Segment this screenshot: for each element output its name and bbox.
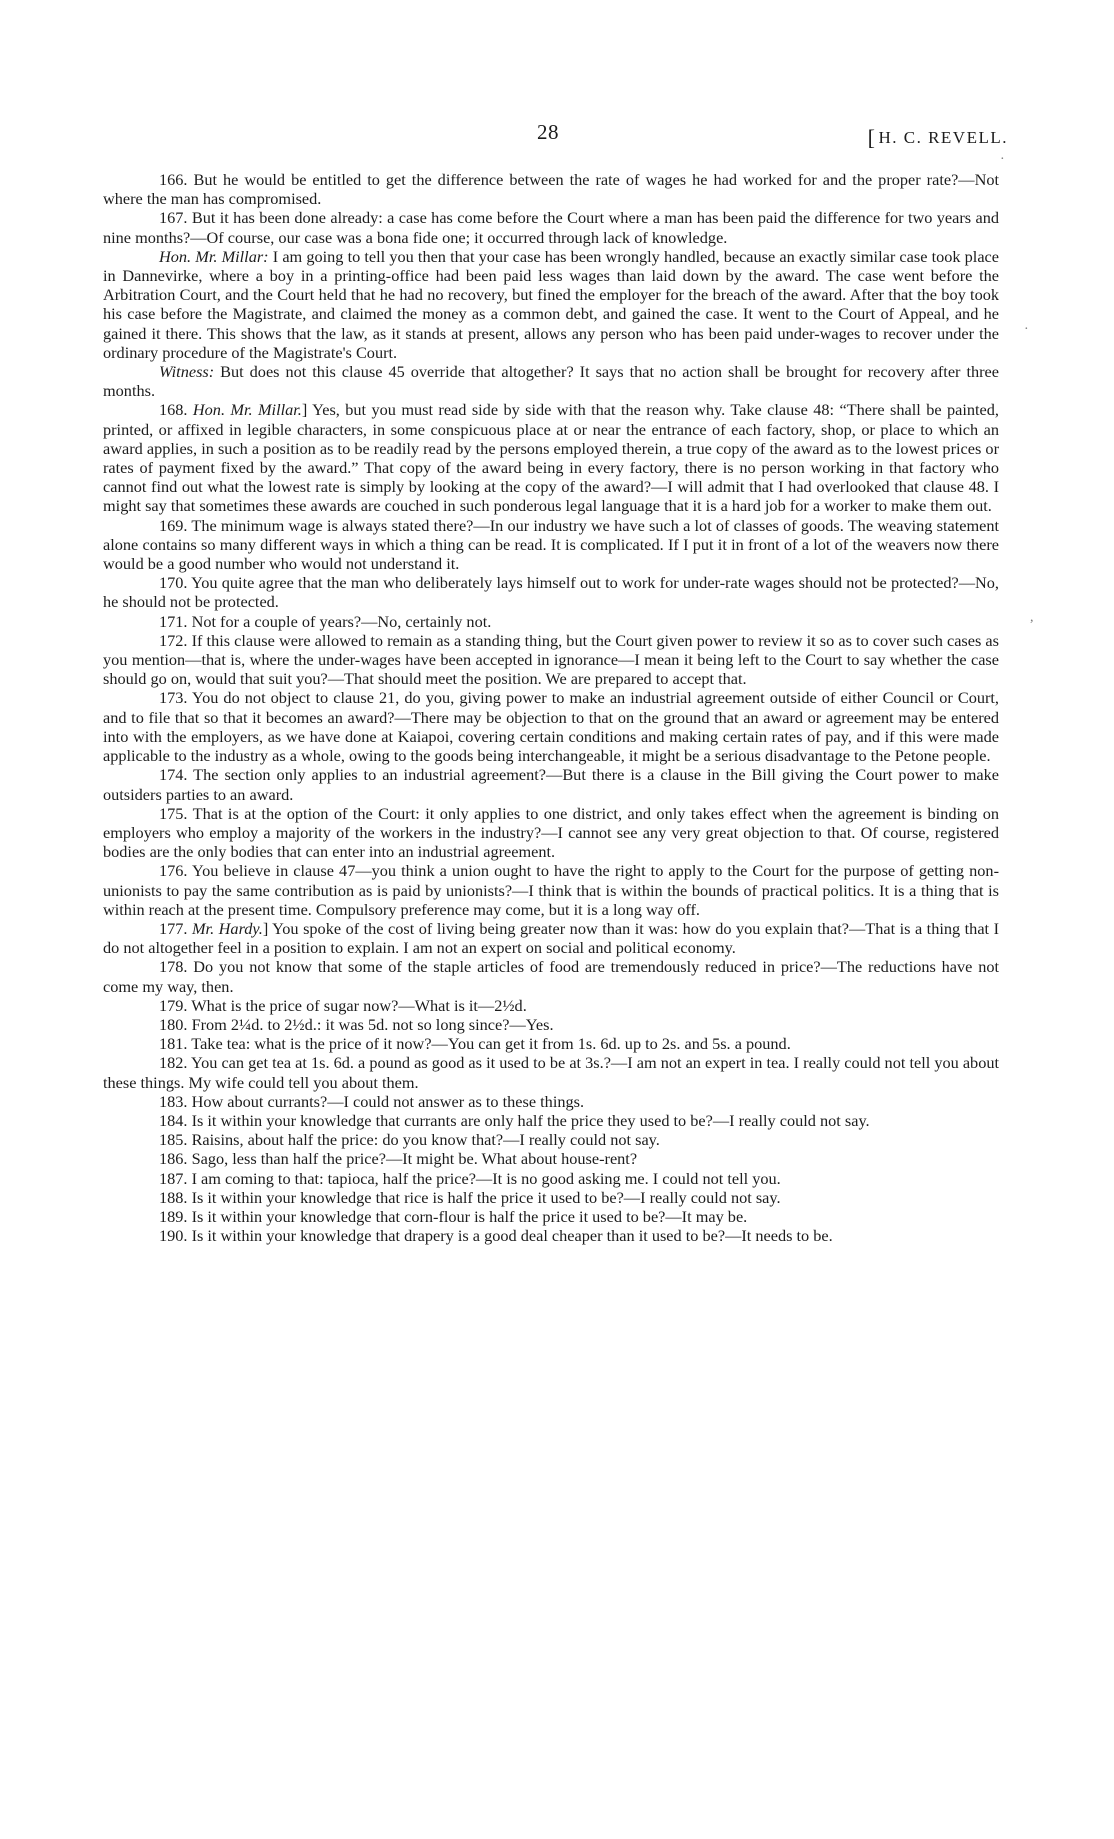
paragraph-text: I am going to tell you then that your case has been wrongly handled, because an exactly similar case took place in Dannevirke, where a boy in a printing-office had been paid less wages than laid down by the award. The case went before the Arbitration Court, and the Court held that he had no recovery, but fined the employer for the breach of the award. After that the boy took his case before the Magistrate, and claimed the money as a common debt, and gained the case. It went to the Court of Appeal, and he gained it there. This shows that the law, as it stands at present, allows any person who has been paid under-wages to recover under the ordinary procedure of the Magistrate's Court. (103, 246, 999, 362)
paragraph-text: 178. Do you not know that some of the staple articles of food are tremendously reduced in price?—The reductions have not come my way, then. (103, 957, 999, 996)
paragraph-text: 174. The section only applies to an industrial agreement?—But there is a clause in the Bill giving the Court power to make outsiders parties to an award. (103, 765, 999, 804)
paragraph (103, 573, 999, 611)
margin-mark: , (1030, 610, 1034, 625)
paragraph (103, 247, 999, 362)
paragraph (103, 170, 999, 208)
paragraph (103, 1188, 999, 1207)
paragraph (103, 688, 999, 765)
paragraph-text: 184. Is it within your knowledge that currants are only half the price they used to be?—I really could not say. (159, 1110, 870, 1130)
question-number: 168. (159, 400, 193, 420)
paragraph-text: 166. But he would be entitled to get the difference between the rate of wages he had worked for and the proper rate?—Not where the man has compromised. (103, 170, 999, 209)
paragraph-text: 179. What is the price of sugar now?—What is it—2½d. (159, 995, 527, 1015)
question-number: 177. (159, 918, 192, 938)
paragraph-text: 189. Is it within your knowledge that corn-flour is half the price it used to be?—It may be. (159, 1206, 748, 1226)
paragraph (103, 1169, 999, 1188)
paragraph-text: 190. Is it within your knowledge that drapery is a good deal cheaper than it used to be?—It needs to be. (159, 1226, 833, 1246)
paragraph (103, 362, 999, 400)
paragraph (103, 1053, 999, 1091)
paragraph (103, 631, 999, 689)
paragraph (103, 804, 999, 862)
paragraph-text: 187. I am coming to that: tapioca, half the price?—It is no good asking me. I could not tell you. (159, 1168, 781, 1188)
paragraph-text: 171. Not for a couple of years?—No, certainly not. (159, 611, 492, 631)
paragraph (103, 1130, 999, 1149)
paragraph-text: 185. Raisins, about half the price: do you know that?—I really could not say. (159, 1130, 660, 1150)
paragraph-text: 175. That is at the option of the Court: it only applies to one district, and only takes effect when the agreement is binding on employers who employ a majority of the workers in the industry?—I cannot see any very great objection to that. Of course, registered bodies are the only bodies that can enter into an industrial agreement. (103, 803, 999, 862)
paragraph-text: ] You spoke of the cost of living being greater now than it was: how do you explain that?—That is a thing that I do not altogether feel in a position to explain. I am not an expert on social and political economy. (103, 918, 999, 958)
paragraph (103, 400, 999, 515)
running-head-bracket: [ (867, 125, 877, 150)
paragraph (103, 1092, 999, 1111)
paragraph (103, 1207, 999, 1226)
margin-mark: · (1000, 152, 1005, 167)
speaker-name: Hon. Mr. Millar: (159, 246, 269, 266)
page-header (0, 120, 1114, 150)
paragraph (103, 765, 999, 803)
running-head (868, 123, 1008, 149)
paragraph (103, 919, 999, 957)
paragraph-text: 176. You believe in clause 47—you think a union ought to have the right to apply to the Court for the purpose of getting non-unionists to pay the same contribution as is paid by unionists?—I think that is within the bounds of practical politics. It is a thing that is within reach at the present time. Compulsory preference may come, but it is a long way off. (103, 861, 999, 919)
paragraph-text: 182. You can get tea at 1s. 6d. a pound as good as it used to be at 3s.?—I am not an expert in tea. I really could not tell you about these things. My wife could tell you about them. (103, 1053, 999, 1092)
paragraph-text: 188. Is it within your knowledge that rice is half the price it used to be?—I really could not say. (159, 1187, 781, 1207)
paragraph-text: ] Yes, but you must read side by side with that the reason why. Take clause 48: “There shall be painted, printed, or affixed in legible characters, in some conspicuous place at or near the entrance of each factory, shop, or place to which an award applies, in such a position as to be readily read by the persons employed therein, a true copy of the award as to the lowest prices or rates of payment fixed by the award.” That copy of the award being in every factory, there is no person working in that factory who cannot find out what the lowest rate is simply by looking at the copy of the award?—I will admit that I had overlooked that clause 48. I might say that sometimes these awards are couched in such ponderous legal language that it is a hard job for a worker to make them out. (103, 400, 999, 516)
paragraph (103, 957, 999, 995)
paragraph (103, 612, 999, 631)
paragraph-text: 180. From 2¼d. to 2½d.: it was 5d. not so long since?—Yes. (159, 1014, 554, 1034)
paragraph-text: But does not this clause 45 override that altogether? It says that no action shall be brought for recovery after three months. (103, 362, 999, 401)
page-number: 28 (537, 120, 559, 144)
paragraph-text: 170. You quite agree that the man who deliberately lays himself out to work for under-rate wages should not be protected?—No, he should not be protected. (103, 573, 999, 612)
body-text (103, 170, 999, 1245)
paragraph-text: 173. You do not object to clause 21, do you, giving power to make an industrial agreement outside of either Council or Court, and to file that so that it becomes an award?—There may be objection to that on the ground that an award or agreement may be entered into with the employers, as we have done at Kaiapoi, covering certain conditions and making certain rates of pay, and if this were made applicable to the industry as a whole, owing to the goods being interchangeable, it might be a serious disadvantage to the Petone people. (103, 688, 999, 766)
paragraph (103, 1034, 999, 1053)
paragraph (103, 1149, 999, 1168)
paragraph (103, 208, 999, 246)
paragraph-text: 181. Take tea: what is the price of it now?—You can get it from 1s. 6d. up to 2s. and 5s. a pound. (159, 1034, 791, 1054)
paragraph-text: 186. Sago, less than half the price?—It might be. What about house-rent? (159, 1149, 638, 1169)
paragraph (103, 1015, 999, 1034)
speaker-name: Hon. Mr. Millar. (192, 400, 302, 420)
paragraph-text: 183. How about currants?—I could not answer as to these things. (159, 1091, 585, 1111)
margin-mark: · (1024, 322, 1029, 337)
paragraph-text: 167. But it has been done already: a case has come before the Court where a man has been paid the difference for two years and nine months?—Of course, our case was a bona fide one; it occurred through lack of knowledge. (103, 208, 999, 247)
paragraph (103, 1111, 999, 1130)
paragraph (103, 516, 999, 574)
paragraph-text: 169. The minimum wage is always stated there?—In our industry we have such a lot of classes of goods. The weaving statement alone contains so many different ways in which a thing can be read. It is complicated. If I put it in front of a lot of the weavers now there would be a good number who would not understand it. (103, 515, 999, 574)
paragraph-text: 172. If this clause were allowed to remain as a standing thing, but the Court given power to review it so as to cover such cases as you mention—that is, where the under-wages have been accepted in ignorance—I mean it being left to the Court to say whether the case should go on, would that suit you?—That should meet the position. We are prepared to accept that. (103, 630, 999, 689)
paragraph (103, 861, 999, 919)
speaker-name: Mr. Hardy. (192, 918, 263, 938)
speaker-name: Witness: (159, 362, 215, 382)
paragraph (103, 996, 999, 1015)
running-head-text: H. C. REVELL. (878, 128, 1008, 147)
paragraph (103, 1226, 999, 1245)
